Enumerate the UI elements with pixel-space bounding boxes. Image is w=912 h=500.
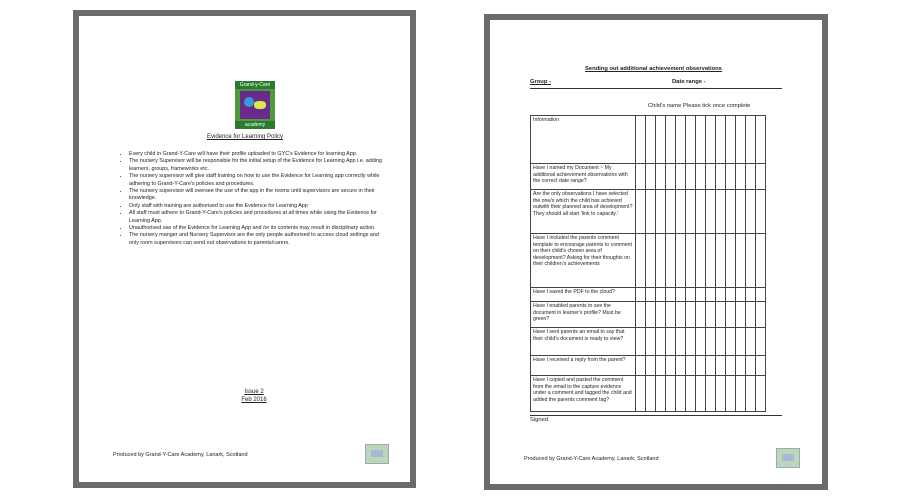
policy-bullet-list: [119, 151, 389, 247]
tick-cell[interactable]: [646, 302, 656, 328]
tick-cell[interactable]: [676, 164, 686, 190]
tick-cell[interactable]: [636, 302, 646, 328]
logo-top-text: Grand-y-Care: [235, 81, 275, 89]
tick-cell[interactable]: [736, 328, 746, 356]
table-row: [531, 328, 766, 356]
tick-cell[interactable]: [646, 116, 656, 164]
tick-cell[interactable]: [676, 190, 686, 234]
tick-cell[interactable]: [666, 356, 676, 376]
policy-bullet: • Unauthorised use of the Evidence for Learning App and /or its contents may result in disciplinary action.: [129, 225, 389, 232]
tick-cell[interactable]: [736, 356, 746, 376]
footer-logo: [365, 444, 389, 464]
tick-cell[interactable]: [746, 328, 756, 356]
tick-cell[interactable]: [656, 376, 666, 412]
tick-cell[interactable]: [646, 376, 656, 412]
tick-cell[interactable]: [756, 302, 766, 328]
signed-line: Signed: [530, 415, 782, 423]
tick-cell[interactable]: [646, 164, 656, 190]
tick-cell[interactable]: [736, 116, 746, 164]
page-footer: Produced by Grand-Y-Care Academy, Lanark, Scotland: [113, 452, 248, 458]
tick-cell[interactable]: [636, 234, 646, 288]
tick-cell[interactable]: [676, 302, 686, 328]
tick-cell[interactable]: [686, 234, 696, 288]
tick-cell[interactable]: [686, 190, 696, 234]
tick-cell[interactable]: [736, 164, 746, 190]
tick-cell[interactable]: [686, 328, 696, 356]
tick-cell[interactable]: [636, 164, 646, 190]
tick-cell[interactable]: [706, 234, 716, 288]
tick-cell[interactable]: [656, 116, 666, 164]
tick-cell[interactable]: [676, 234, 686, 288]
question-cell: Have I included the parents comment template to encourage parents to comment on their child's chosen area of development? Asking for their thoughts on their children's achievements: [531, 234, 636, 288]
checklist-title: Sending out additional achievement observations: [585, 66, 722, 72]
tick-cell[interactable]: [756, 116, 766, 164]
issue-block: [229, 388, 279, 404]
tick-cell[interactable]: [666, 116, 676, 164]
tick-cell[interactable]: [746, 190, 756, 234]
issue-date: Feb 2016: [241, 397, 267, 403]
page-footer: Produced by Grand-Y-Care Academy, Lanark, Scotland: [524, 456, 659, 462]
tick-cell[interactable]: [636, 328, 646, 356]
tick-cell[interactable]: [696, 190, 706, 234]
policy-bullet: • The nursery Supervisor will be responsible for the initial setup of the Evidence for Learning App i.e. adding learners, groups, frameworks etc.: [129, 158, 389, 173]
tick-cell[interactable]: [666, 190, 676, 234]
tick-cell[interactable]: [676, 116, 686, 164]
tick-cell[interactable]: [716, 356, 726, 376]
tick-cell[interactable]: [676, 328, 686, 356]
tick-cell[interactable]: [656, 164, 666, 190]
policy-bullet: • The nursery manger and Nursery Supervisor are the only people authorised to access cloud settings and only room supervisors can send out observations to parents/carers.: [129, 232, 389, 247]
tick-cell[interactable]: [706, 328, 716, 356]
tick-cell[interactable]: [686, 376, 696, 412]
table-row: [531, 116, 766, 164]
tick-cell[interactable]: [726, 302, 736, 328]
table-row: [531, 302, 766, 328]
tick-cell[interactable]: [706, 302, 716, 328]
tick-cell[interactable]: [646, 190, 656, 234]
tick-cell[interactable]: [686, 164, 696, 190]
issue-number: Issue 2: [244, 389, 264, 395]
policy-bullet: • Only staff with training are authorised to use the Evidence for Learning App: [129, 203, 389, 210]
tick-cell[interactable]: [706, 376, 716, 412]
tick-cell[interactable]: [706, 288, 716, 302]
tick-cell[interactable]: [636, 376, 646, 412]
tick-cell[interactable]: [736, 190, 746, 234]
tick-cell[interactable]: [686, 356, 696, 376]
tick-cell[interactable]: [756, 328, 766, 356]
tick-cell[interactable]: [726, 288, 736, 302]
tick-cell[interactable]: [746, 116, 756, 164]
tick-cell[interactable]: [646, 234, 656, 288]
tick-cell[interactable]: [726, 116, 736, 164]
policy-page: [73, 10, 416, 488]
tick-cell[interactable]: [706, 356, 716, 376]
policy-title: Evidence for Learning Policy: [207, 134, 284, 140]
tick-cell[interactable]: [696, 288, 706, 302]
tick-cell[interactable]: [716, 376, 726, 412]
tick-cell[interactable]: [666, 302, 676, 328]
tick-cell[interactable]: [736, 288, 746, 302]
tick-cell[interactable]: [756, 234, 766, 288]
tick-cell[interactable]: [716, 116, 726, 164]
table-row: [531, 356, 766, 376]
tick-cell[interactable]: [676, 376, 686, 412]
table-row: [531, 164, 766, 190]
question-cell: Have I enabled parents to see the document in learner's profile? Must be green?: [531, 302, 636, 328]
tick-cell[interactable]: [696, 234, 706, 288]
table-row: [531, 288, 766, 302]
tick-cell[interactable]: [736, 302, 746, 328]
tick-cell[interactable]: [656, 328, 666, 356]
question-cell: Have I named my Document ~ My additional achievement observations with the correct date range?: [531, 164, 636, 190]
tick-cell[interactable]: [746, 302, 756, 328]
tick-cell[interactable]: [746, 376, 756, 412]
tick-cell[interactable]: [666, 376, 676, 412]
tick-cell[interactable]: [706, 190, 716, 234]
tick-cell[interactable]: [686, 116, 696, 164]
tick-cell[interactable]: [756, 164, 766, 190]
tick-cell[interactable]: [726, 234, 736, 288]
tick-cell[interactable]: [756, 288, 766, 302]
tick-cell[interactable]: [646, 328, 656, 356]
question-cell: Are the only observations I have selected the one/s which the child has achieved outwith their planned area of development? They should all start 'link to capacity.': [531, 190, 636, 234]
tick-cell[interactable]: [696, 164, 706, 190]
question-cell: Information: [531, 116, 636, 164]
tick-cell[interactable]: [666, 288, 676, 302]
tick-cell[interactable]: [656, 190, 666, 234]
tick-cell[interactable]: [656, 356, 666, 376]
checklist-table: [530, 115, 766, 412]
tick-cell[interactable]: [666, 164, 676, 190]
tick-cell[interactable]: [746, 288, 756, 302]
tick-cell[interactable]: [656, 288, 666, 302]
tick-cell[interactable]: [746, 164, 756, 190]
tick-cell[interactable]: [696, 376, 706, 412]
group-label: Group -: [530, 79, 551, 85]
tick-cell[interactable]: [756, 190, 766, 234]
tick-cell[interactable]: [696, 302, 706, 328]
tick-cell[interactable]: [746, 234, 756, 288]
group-date-row: [530, 78, 782, 89]
tick-cell[interactable]: [706, 116, 716, 164]
tick-cell[interactable]: [756, 356, 766, 376]
table-row: [531, 190, 766, 234]
tick-cell[interactable]: [676, 356, 686, 376]
tick-cell[interactable]: [636, 116, 646, 164]
logo-bottom-text: academy: [235, 121, 275, 129]
tick-cell[interactable]: [636, 288, 646, 302]
tick-cell[interactable]: [656, 302, 666, 328]
question-cell: Have I saved the PDF to the cloud?: [531, 288, 636, 302]
tick-cell[interactable]: [656, 234, 666, 288]
tick-cell[interactable]: [646, 288, 656, 302]
checklist-page: [484, 14, 828, 490]
tick-cell[interactable]: [696, 116, 706, 164]
tick-cell[interactable]: [726, 356, 736, 376]
tick-cell[interactable]: [636, 356, 646, 376]
tick-cell[interactable]: [726, 164, 736, 190]
question-cell: Have I copied and pasted the comment from the email to the capture evidence under a comment and tagged the child and added the parents comment tag?: [531, 376, 636, 412]
question-cell: Have I received a reply from the parent?: [531, 356, 636, 376]
tick-cell[interactable]: [746, 356, 756, 376]
table-row: [531, 376, 766, 412]
tick-cell[interactable]: [676, 288, 686, 302]
policy-bullet: • Every child in Grand-Y-Care will have their profile uploaded to GYC's Evidence for learning App.: [129, 151, 389, 158]
question-cell: Have I sent parents an email to say that their child's document is ready to view?: [531, 328, 636, 356]
policy-bullet: • All staff must adhere to Grand-Y-Care's policies and procedures at all times while using the Evidence for Learning App.: [129, 210, 389, 225]
tick-cell[interactable]: [706, 164, 716, 190]
date-range-label: Date range -: [672, 79, 706, 85]
tick-cell[interactable]: [716, 190, 726, 234]
table-row: [531, 234, 766, 288]
tick-cell[interactable]: [716, 302, 726, 328]
tick-cell[interactable]: [666, 234, 676, 288]
tick-cell[interactable]: [726, 376, 736, 412]
tick-cell[interactable]: [716, 288, 726, 302]
tick-cell[interactable]: [716, 164, 726, 190]
tick-cell[interactable]: [736, 234, 746, 288]
grand-y-care-logo: [235, 81, 275, 129]
footer-logo: [776, 448, 800, 468]
tick-cell[interactable]: [716, 328, 726, 356]
tick-cell[interactable]: [736, 376, 746, 412]
tick-cell[interactable]: [686, 302, 696, 328]
tick-cell[interactable]: [726, 328, 736, 356]
policy-bullet: • The nursery supervisor will give staff training on how to use the Evidence for Learning app correctly while adhering to Grand-Y-Care's policies and procedures.: [129, 173, 389, 188]
tick-cell[interactable]: [696, 328, 706, 356]
tick-cell[interactable]: [726, 190, 736, 234]
tick-cell[interactable]: [636, 190, 646, 234]
tick-cell[interactable]: [716, 234, 726, 288]
instruction-text: Child's name Please tick once complete: [648, 103, 751, 109]
tick-cell[interactable]: [686, 288, 696, 302]
tick-cell[interactable]: [666, 328, 676, 356]
policy-bullet: • The nursery supervisor will oversee the use of the app in the rooms until supervisors are secure in their knowledge.: [129, 188, 389, 203]
tick-cell[interactable]: [756, 376, 766, 412]
tick-cell[interactable]: [696, 356, 706, 376]
tick-cell[interactable]: [646, 356, 656, 376]
